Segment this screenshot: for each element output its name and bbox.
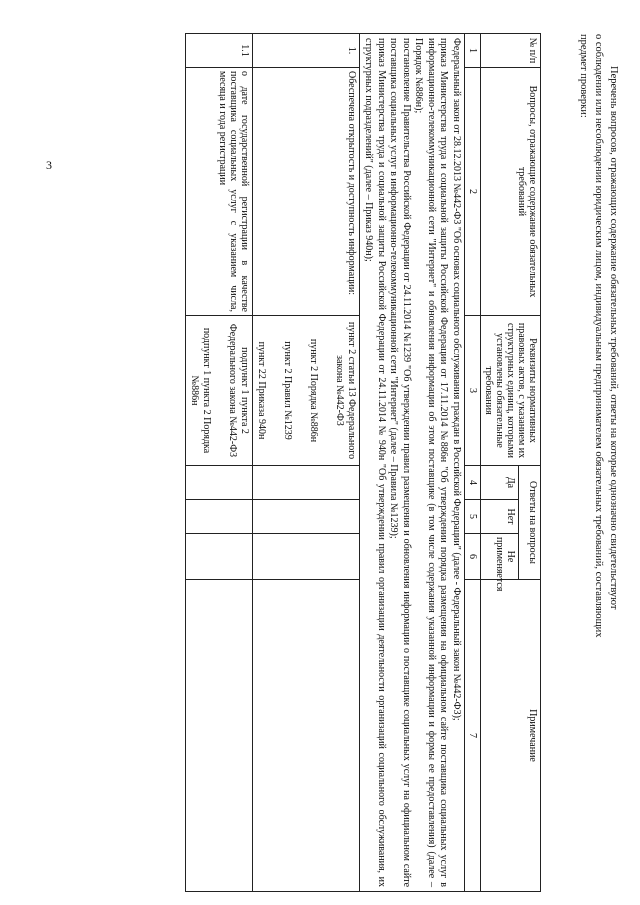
ref-item: пункт 2 Порядка №886н (308, 338, 319, 443)
row-refs (186, 316, 253, 466)
header-no: Нет (481, 500, 519, 534)
answer-na-cell[interactable] (253, 534, 360, 580)
ref-item: подпункт 1 пункта 2 Порядка №886н (189, 327, 212, 454)
law-text: постановление Правительства Российской Федерации от 24.11.2014 №1239 "Об утверждении правил размещения и обновления информации о поставщике социальных услуг на официальном сайте поставщика социальных услуг в информационно-телекоммуникационной сети "Интернет" (далее – Правила №1239); (388, 38, 412, 888)
intro-line-2: о соблюдении или несоблюдении юридическим лицом, индивидуальным предпринимателем обязательных требований, составляющих (593, 34, 604, 638)
row-num: 1.1 (186, 34, 253, 68)
answer-na-cell[interactable] (186, 534, 253, 580)
header-row (518, 34, 540, 892)
law-text: приказ Министерства труда и социальной защиты Российской Федерации от 17.11.2014 №886н "Об утверждении порядка размещения на официальном сайте поставщика социальных услуг в информационно-телекоммуникационной сети "Интернет" и обновления информации об этом поставщике (в том числе содержания указанной информации и формы ее предоставления) (далее – Порядок №886н); (413, 38, 450, 888)
page-number: 3 (46, 158, 52, 172)
ref-item: пункт 22 Приказа 940н (256, 341, 267, 440)
col-number: 6 (465, 534, 481, 580)
col-number: 3 (465, 316, 481, 466)
requirements-table (185, 33, 541, 892)
intro-line-3: предмет проверки: (578, 34, 589, 118)
header-answers: Ответы на вопросы (518, 466, 540, 580)
row-num: 1. (253, 34, 360, 68)
answer-no-cell[interactable] (186, 500, 253, 534)
col-number: 4 (465, 466, 481, 500)
col-number: 7 (465, 580, 481, 892)
law-text: Федеральный закон от 28.12.2013 №442-ФЗ "Об основах социального обслуживания граждан в Российской Федерации" (далее - Федеральный закон №442-ФЗ); (451, 38, 462, 721)
intro-line-1: Перечень вопросов, отражающих содержание обязательных требований, ответы на которые однозначно свидетельствуют (608, 66, 619, 610)
ref-item: подпункт 1 пункта 2 Федерального закона №442-ФЗ (227, 323, 250, 458)
laws-cell (360, 34, 465, 892)
col-number: 5 (465, 500, 481, 534)
header-na: Не применяется (481, 534, 519, 580)
answer-yes-cell[interactable] (253, 466, 360, 500)
ref-item: пункт 2 Правил №1239 (282, 341, 293, 440)
answer-no-cell[interactable] (253, 500, 360, 534)
header-yes: Да (481, 466, 519, 500)
table-row (186, 34, 253, 892)
header-num: № п/п (481, 34, 541, 68)
note-cell[interactable] (186, 580, 253, 892)
table-row (253, 34, 360, 892)
law-text: приказ Министерства труда и социальной защиты Российской Федерации от 24.11.2014 № 940н "Об утверждении правил организации деятельности организаций социального обслуживания, их структурных подразделений" (далее – Приказ 940н); (363, 38, 387, 888)
header-requisites: Реквизиты нормативных правовых актов, с указанием их структурных единиц, которыми установлены обязательные требования (481, 316, 541, 466)
col-number: 1 (465, 34, 481, 68)
col-number: 2 (465, 68, 481, 316)
row-question: Обеспечена открытость и доступность информации: (253, 68, 360, 316)
row-refs (253, 316, 360, 466)
ref-item: пункт 2 статьи 13 Федерального закона №442-ФЗ (334, 321, 357, 460)
column-number-row (465, 34, 481, 892)
header-note: Примечание (481, 580, 541, 892)
note-cell[interactable] (253, 580, 360, 892)
header-question: Вопросы, отражающие содержание обязательных требований (481, 68, 541, 316)
row-question: о дате государственной регистрации в качестве поставщика социальных услуг с указанием числа, месяца и года регистрации (186, 68, 253, 316)
laws-row (360, 34, 465, 892)
answer-yes-cell[interactable] (186, 466, 253, 500)
